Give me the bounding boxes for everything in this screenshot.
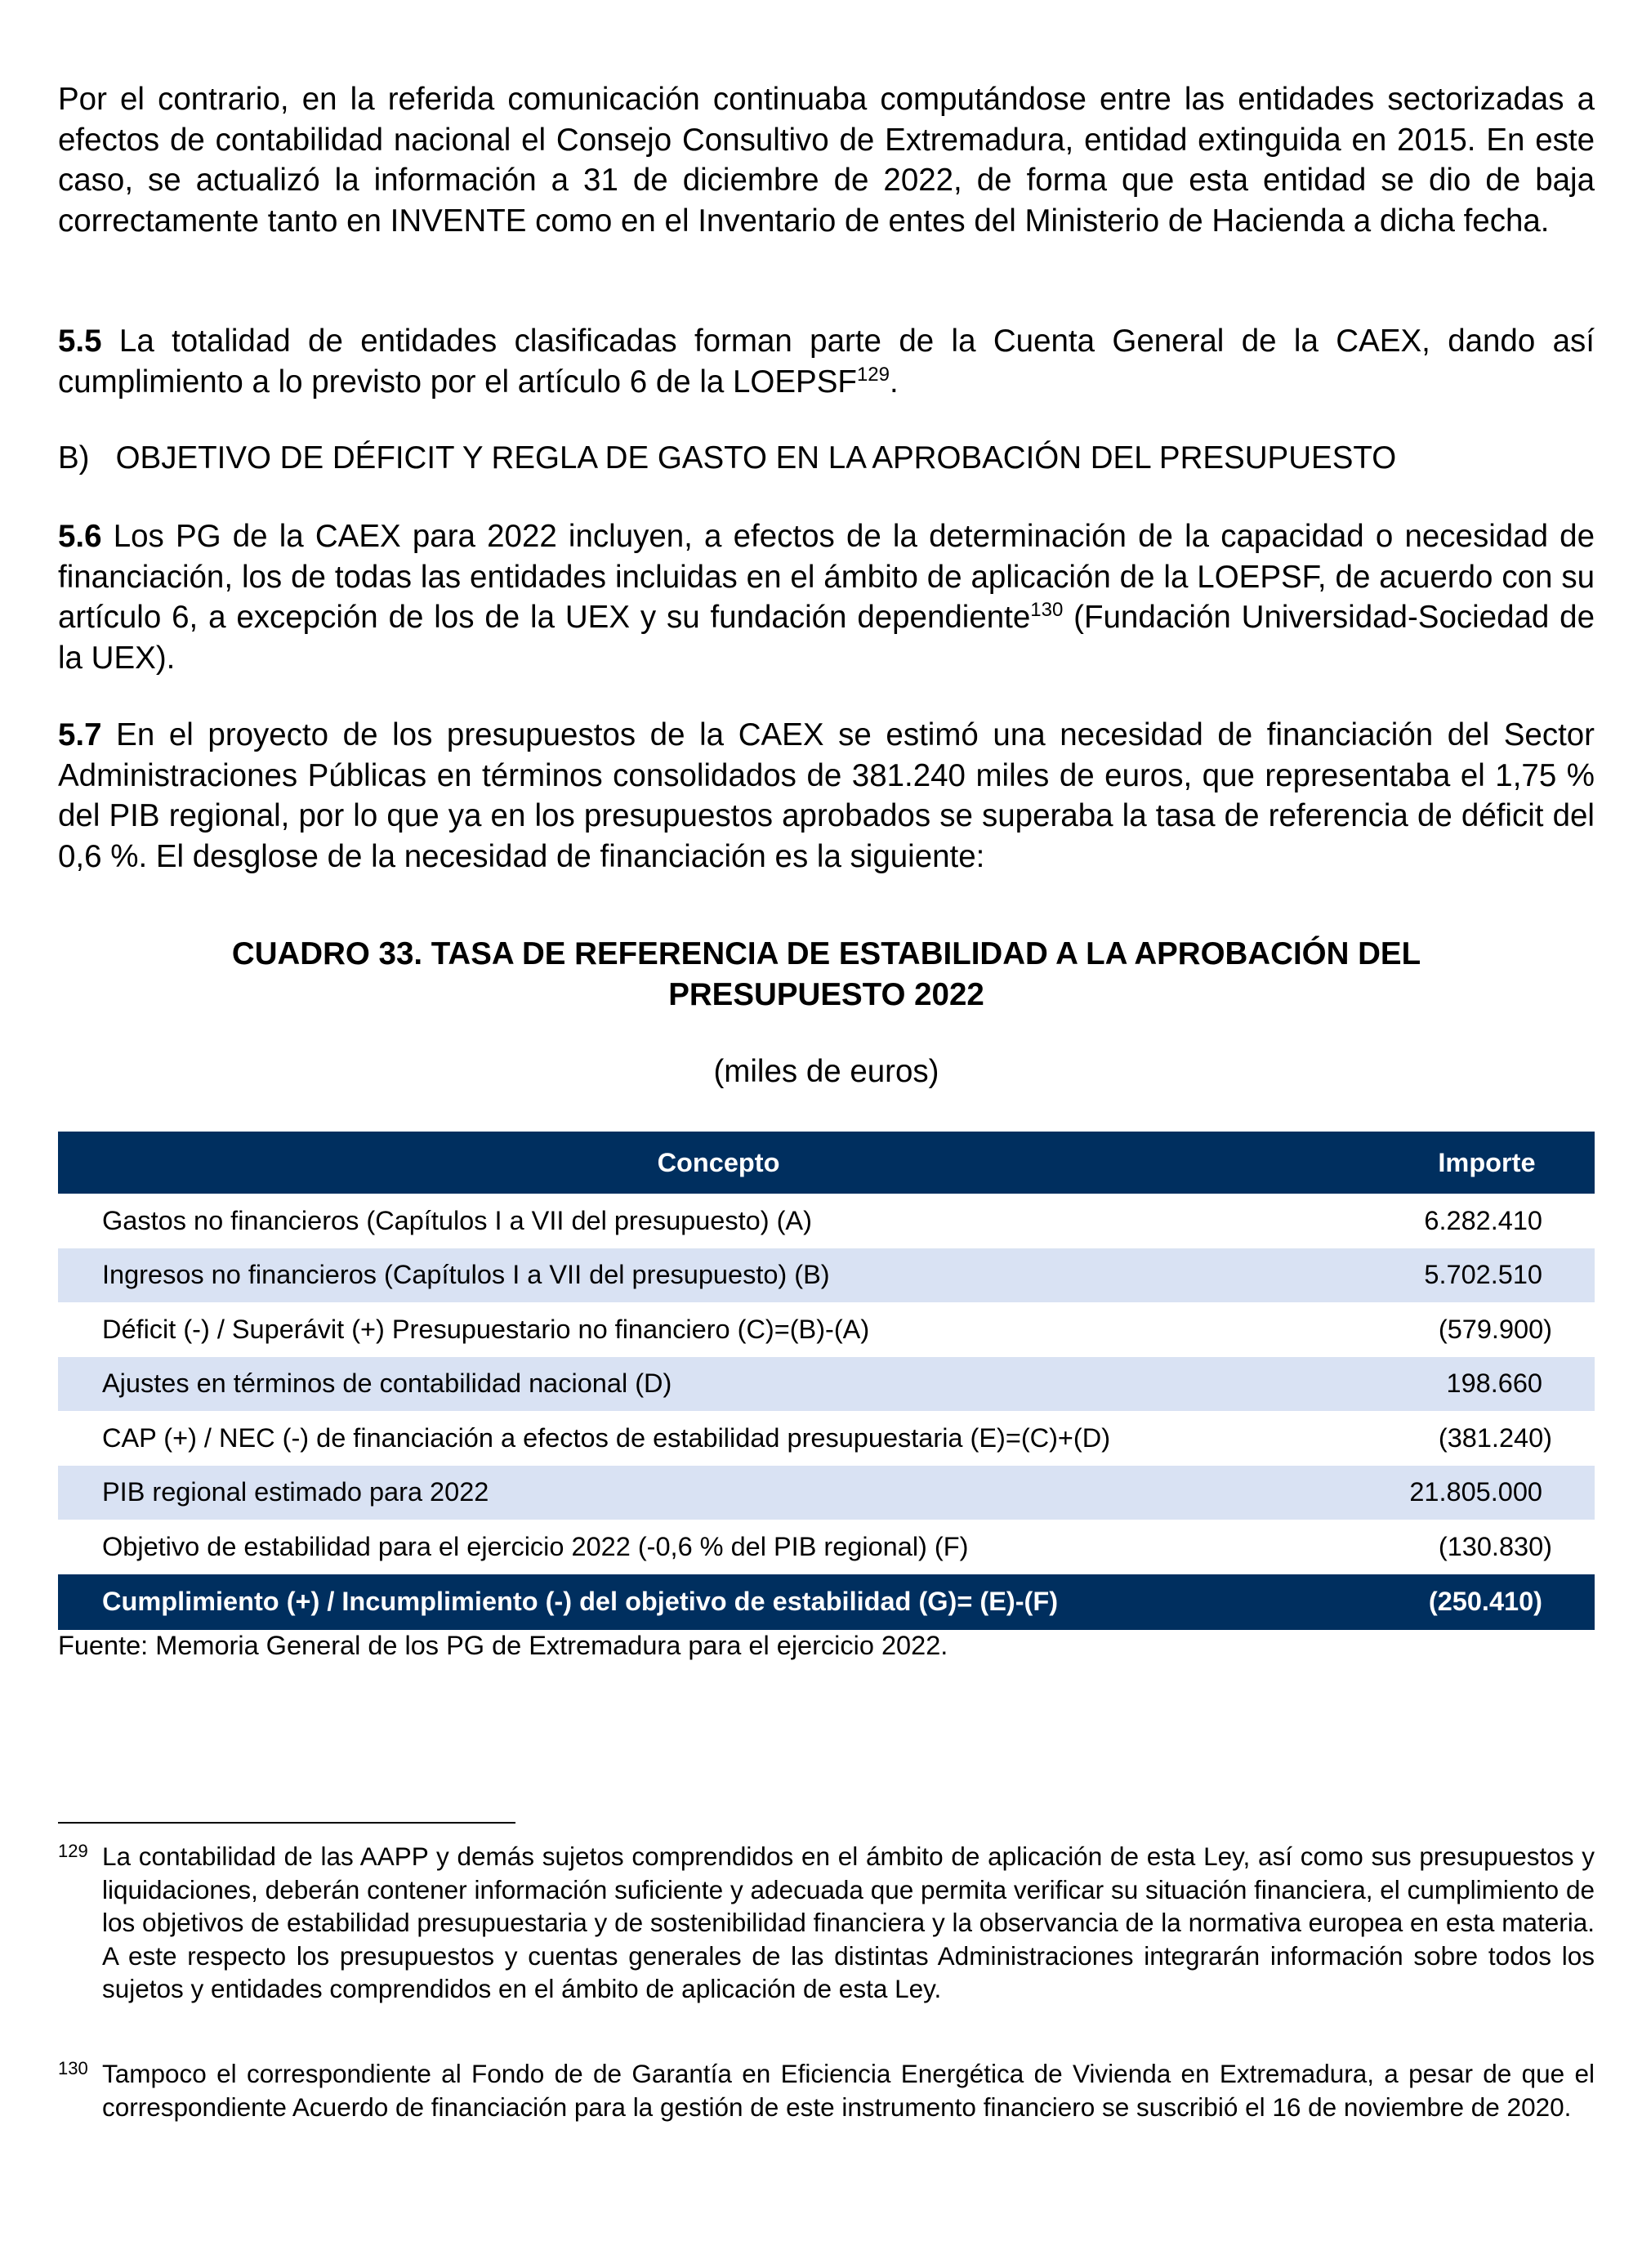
paragraph-intro: Por el contrario, en la referida comunicación continuaba computándose entre las entidades sectorizadas a efectos de contabilidad nacional el Consejo Consultivo de Extremadura, entidad extinguida en 2015. En este caso, se actualizó la información a 31 de diciembre de 2022, de forma que esta entidad se dio de baja correctamente tanto en INVENTE como en el Inventario de entes del Ministerio de Hacienda a dicha fecha. (58, 82, 1595, 239)
footnote-ref-129[interactable]: 129 (856, 363, 890, 386)
footnote-129: 129 La contabilidad de las AAPP y demás sujetos comprendidos en el ámbito de aplicación de esta Ley, así como sus presupuestos y liquidaciones, deberán contener información suficiente y adecuada que permita verificar su situación financiera, el cumplimiento de los objetivos de estabilidad presupuestaria y de sostenibilidad financiera y la observancia de la normativa europea en esta materia. A este respecto los presupuestos y cuentas generales de las distintas Administraciones integrarán información sobre todos los sujetos y entidades comprendidos en el ámbito de aplicación de esta Ley. (58, 1841, 1595, 2003)
header-importe: Importe (1379, 1132, 1595, 1194)
header-concepto: Concepto (58, 1132, 1379, 1194)
table-row: PIB regional estimado para 2022 21.805.000 (58, 1466, 1595, 1520)
footnote-130: 130 Tampoco el correspondiente al Fondo de de Garantía en Eficiencia Energética de Vivienda en Extremadura, a pesar de que el correspondiente Acuerdo de financiación para la gestión de este instrumento financiero se suscribió el 16 de noviembre de 2020. (58, 2058, 1595, 2122)
footnote-divider (58, 1822, 515, 1824)
paragraph-5-5: 5.5 La totalidad de entidades clasificadas forman parte de la Cuenta General de la CAEX, dando así cumplimiento a lo previsto por el artículo 6 de la LOEPSF$^{129}$. (58, 324, 1595, 400)
table-row: Déficit (-) / Superávit (+) Presupuestario no financiero (C)=(B)-(A) (579.900) (102, 1314, 1552, 1344)
table-row: Gastos no financieros (Capítulos I a VII del presupuesto) (A) 6.282.410 (102, 1205, 1542, 1235)
section-heading-b: B) OBJETIVO DE DÉFICIT Y REGLA DE GASTO EN LA APROBACIÓN DEL PRESUPUESTO (58, 440, 1397, 475)
table-row: Ingresos no financieros (Capítulos I a VII del presupuesto) (B) 5.702.510 (58, 1248, 1595, 1303)
table-total-row: Cumplimiento (+) / Incumplimiento (-) del objetivo de estabilidad (G)= (E)-(F) (250.410) (58, 1574, 1595, 1630)
paragraph-5-6: 5.6 Los PG de la CAEX para 2022 incluyen, a efectos de la determinación de la capacidad o necesidad de financiación, los de todas las entidades incluidas en el ámbito de aplicación de la LOEPSF, de acuerdo con su artículo 6, a excepción de los de la UEX y su fundación dependiente$^{130}$ (Fundación Universidad-Sociedad de la UEX). (58, 519, 1595, 676)
table-source: Fuente: Memoria General de los PG de Extremadura para el ejercicio 2022. (58, 1631, 948, 1660)
table-row: Ajustes en términos de contabilidad nacional (D) 198.660 (58, 1357, 1595, 1412)
table-row: Objetivo de estabilidad para el ejercicio 2022 (-0,6 % del PIB regional) (F) (130.830) (102, 1531, 1552, 1561)
table-title: CUADRO 33. TASA DE REFERENCIA DE ESTABILIDAD A LA APROBACIÓN DEL PRESUPUESTO 2022 (231, 936, 1421, 1012)
footnote-ref-130[interactable]: 130 (1030, 599, 1064, 622)
table-header (58, 1132, 1595, 1194)
paragraph-5-7: 5.7 En el proyecto de los presupuestos de la CAEX se estimó una necesidad de financiación del Sector Administraciones Públicas en términos consolidados de 381.240 miles de euros, que representaba el 1,75 % del PIB regional, por lo que ya en los presupuestos aprobados se superaba la tasa de referencia de déficit del 0,6 %. El desglose de la necesidad de financiación es la siguiente: (58, 717, 1595, 874)
table-row: CAP (+) / NEC (-) de financiación a efectos de estabilidad presupuestaria (E)=(C)+(D) (381.240) (102, 1422, 1552, 1453)
stability-table (58, 1132, 1595, 1630)
table-units: (miles de euros) (713, 1054, 939, 1089)
